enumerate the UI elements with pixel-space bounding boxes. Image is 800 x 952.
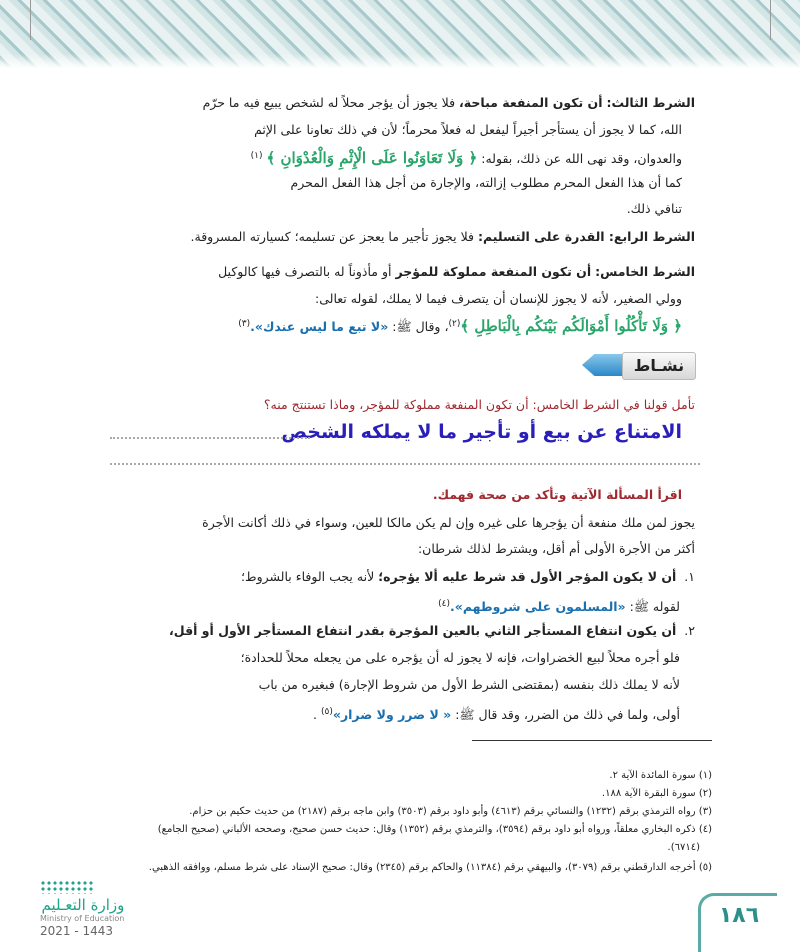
answer-dotted-line [110, 437, 310, 439]
cond4-line [191, 227, 695, 247]
ministry-logo [40, 880, 124, 939]
item-bold: أن يكون انتفاع المستأجر الثاني بالعين المؤجرة بقدر انتفاع المستأجر الأول أو أقل، [169, 623, 677, 638]
cond-label: الشرط الخامس: [595, 264, 695, 279]
cond3-line3 [251, 146, 682, 169]
footnote-separator [472, 740, 712, 741]
footnote: (٤) ذكره البخاري معلقاً، ورواه أبو داود برقم (٣٥٩٤)، والترمذي برقم (١٣٥٢) وقال: حديث حسن صحيح، وصححه الألباني (صحيح الجامع) [157, 824, 712, 835]
text: فلا يجوز أن يؤجر محلاً له لشخص يبيع فيه ما حرّم [202, 95, 456, 110]
activity-answer[interactable]: الامتناع عن بيع أو تأجير ما لا يملكه الشخص [281, 421, 682, 443]
activity-badge: نشـاط [622, 352, 696, 380]
cond-bold: أن تكون المنفعة مملوكة للمؤجر [395, 264, 592, 279]
footnote-ref: (٣) [238, 319, 251, 329]
issue-line2: أكثر من الأجرة الأولى أم أقل، ويشترط لذلك شرطان: [417, 541, 695, 556]
text: ، وقال ﷺ: [392, 319, 449, 335]
footnote-ref: (٤) [438, 599, 450, 609]
logo-year: 2021 - 1443 [40, 924, 114, 938]
cond3-line2: الله، كما لا يجوز أن يستأجر أجيراً ليفعل له فعلاً محرماً؛ لأن في ذلك تعاونا على الإثم [254, 122, 682, 137]
issue-item2 [169, 621, 695, 641]
footnote-ref: (٢) [448, 319, 461, 329]
issue-line1: يجوز لمن ملك منفعة أن يؤجرها على غيره وإن لم يكن مالكا للعين، وسواء في ذلك أكانت الأجرة [202, 515, 695, 530]
issue-heading: اقرأ المسألة الآتية وتأكد من صحة فهمك. [432, 487, 682, 502]
ministry-dots-icon [40, 880, 94, 894]
hadith: «المسلمون على شروطهم». [450, 599, 626, 615]
issue-item1-line2 [438, 594, 680, 617]
cond-label: الشرط الثالث: [606, 95, 695, 110]
cond3-line1 [203, 93, 695, 113]
issue-item1 [241, 567, 695, 587]
hadith: «لا تبع ما ليس عندك». [250, 319, 389, 335]
text: فلا يجوز تأجير ما يعجز عن تسليمه؛ كسيارته المسروقة. [190, 229, 475, 244]
footnote: (٣) رواه الترمذي برقم (١٢٣٢) والنسائي برقم (٤٦١٣) وأبو داود برقم (٣٥٠٣) وابن ماجه برقم (٢١٨٧) من حديث حكيم بن حزام. [189, 806, 712, 817]
text: لقوله ﷺ: [629, 599, 680, 615]
page-number: ١٨٦ [698, 893, 777, 952]
activity-question: تأمل قولنا في الشرط الخامس: أن تكون المنفعة مملوكة للمؤجر، وماذا تستنتج منه؟ [263, 397, 695, 412]
footnote: (٦٧١٤). [667, 842, 700, 853]
issue-item2-line3: لأنه لا يملك ذلك بنفسه (بمقتضى الشرط الأول من شروط الإجارة) فبغيره من باب [258, 677, 680, 692]
cond5-line3 [238, 314, 682, 337]
quran-verse: ﴿ وَلَا تَعَاوَنُوا عَلَى الْإِثْمِ وَالْعُدْوَانِ ﴾ [266, 149, 478, 168]
item-number: ١. [684, 569, 695, 584]
footnote: (٢) سورة البقرة الآية ١٨٨. [601, 788, 712, 799]
quran-verse: ﴿ وَلَا تَأْكُلُوا أَمْوَالَكُم بَيْنَكُم بِالْبَاطِلِ ﴾ [460, 317, 682, 336]
answer-dotted-line [110, 463, 700, 465]
crop-mark [30, 0, 31, 40]
cond3-line4: كما أن هذا الفعل المحرم مطلوب إزالته، والإجارة من أجل هذا الفعل المحرم [290, 175, 682, 190]
cond5-line1 [218, 262, 695, 282]
footnote-ref: (٥) [321, 707, 333, 717]
footnote-ref: (١) [250, 151, 263, 161]
text: لأنه يجب الوفاء بالشروط؛ [241, 569, 375, 584]
item-bold: أن لا يكون المؤجر الأول قد شرط عليه ألا يؤجره؛ [378, 569, 677, 584]
logo-english: Ministry of Education [40, 914, 125, 923]
cond-bold: أن تكون المنفعة مباحة، [459, 95, 603, 110]
hadith: « لا ضرر ولا ضرار» [332, 707, 452, 723]
text: أو مأذوناً له بالتصرف فيها كالوكيل [218, 264, 392, 279]
decorative-header-band [0, 0, 800, 68]
cond3-line5: تنافي ذلك. [626, 201, 682, 216]
cond-label: الشرط الرابع: القدرة على التسليم: [478, 229, 695, 244]
issue-item2-line4: أولى، ولما في ذلك من الضرر، وقد قال ﷺ: « لا ضرر ولا ضرار»$^{(٥)}$ . [313, 707, 680, 723]
crop-mark [770, 0, 771, 40]
text: أولى، ولما في ذلك من الضرر، وقد قال ﷺ: [455, 707, 680, 723]
cond5-line2: وولي الصغير، لأنه لا يجوز للإنسان أن يتصرف فيما لا يملك، لقوله تعالى: [315, 291, 682, 306]
footnote: (٥) أخرجه الدارقطني برقم (٣٠٧٩)، والبيهقي برقم (١١٣٨٤) والحاكم برقم (٢٣٤٥) وقال: صحيح الإسناد على شرط مسلم، ووافقه الذهبي. [148, 862, 712, 873]
item-number: ٢. [684, 623, 695, 638]
issue-item2-line2: فلو أجره محلاً لبيع الخضراوات، فإنه لا يجوز له أن يؤجره على من يجعله محلاً للحدادة؛ [240, 650, 680, 665]
footnote: (١) سورة المائدة الآية ٢. [609, 770, 712, 781]
logo-arabic: وزارة التعـليم [41, 896, 125, 914]
text: والعدوان، وقد نهى الله عن ذلك، بقوله: [481, 151, 682, 167]
